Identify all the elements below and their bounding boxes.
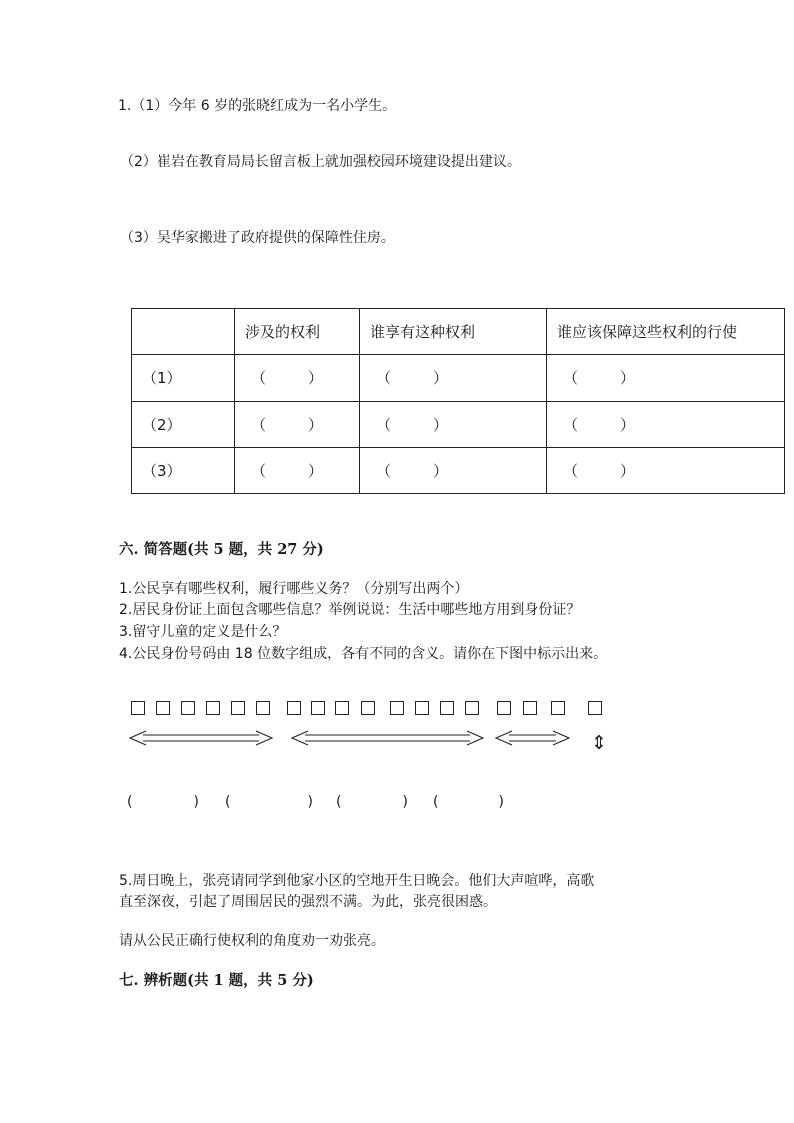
answer-blank[interactable]: （ ） [235,401,360,447]
row-label: （1） [132,355,235,401]
table-header-cell: 谁享有这种权利 [360,309,547,355]
section-6-title: 六. 简答题(共 5 题，共 27 分) [119,541,324,558]
group-arrows [0,725,794,753]
digit-box[interactable] [181,701,195,715]
digit-box[interactable] [551,701,565,715]
digit-box[interactable] [440,701,454,715]
digit-box[interactable] [335,701,349,715]
q1-item-3: （3）吴华家搬进了政府提供的保障性住房。 [120,230,395,246]
digit-box[interactable] [415,701,429,715]
answer-blank[interactable]: （ ） [547,355,785,401]
s6-question-3: 3.留守儿童的定义是什么？ [119,624,287,640]
answer-blank[interactable]: （ ） [360,447,547,493]
answer-blank[interactable]: （ ） [547,447,785,493]
row-label: （3） [132,447,235,493]
table-header-cell: 涉及的权利 [235,309,360,355]
digit-box[interactable] [311,701,325,715]
label-blank[interactable]: ( ) [336,794,408,810]
label-blank[interactable]: ( ) [433,794,504,810]
s6-question-2: 2.居民身份证上面包含哪些信息？举例说说：生活中哪些地方用到身份证？ [119,602,581,618]
answer-blank[interactable]: （ ） [547,401,785,447]
digit-box[interactable] [465,701,479,715]
rights-table [131,308,785,494]
digit-box[interactable] [287,701,301,715]
table-row [132,355,785,401]
digit-box[interactable] [390,701,404,715]
section-7-title: 七. 辨析题(共 1 题，共 5 分) [119,972,314,989]
table-header-cell [132,309,235,355]
digit-box[interactable] [361,701,375,715]
table-row [132,401,785,447]
answer-blank[interactable]: （ ） [360,401,547,447]
s6-question-4: 4.公民身份号码由 18 位数字组成，各有不同的含义。请你在下图中标示出来。 [119,646,608,662]
table-header-row [132,309,785,355]
label-blank[interactable]: ( ) [225,794,313,810]
answer-blank[interactable]: （ ） [360,355,547,401]
digit-box[interactable] [497,701,511,715]
row-label: （2） [132,401,235,447]
q1-item-2: （2）崔岩在教育局局长留言板上就加强校园环境建设提出建议。 [120,154,521,170]
answer-blank[interactable]: （ ） [235,355,360,401]
double-arrow-icon [130,731,272,745]
vertical-double-arrow-icon: ⇕ [591,732,607,753]
digit-box[interactable] [588,701,602,715]
digit-box[interactable] [256,701,270,715]
table-header-cell: 谁应该保障这些权利的行使 [547,309,785,355]
digit-box[interactable] [206,701,220,715]
double-arrow-icon [292,731,483,745]
s6-question-5-line-1: 5.周日晚上，张亮请同学到他家小区的空地开生日晚会。他们大声喧哗，高歌 [119,873,595,889]
s6-question-5-line-2: 直至深夜，引起了周围居民的强烈不满。为此，张亮很困惑。 [119,894,497,910]
table-row [132,447,785,493]
digit-box[interactable] [131,701,145,715]
digit-box[interactable] [156,701,170,715]
answer-blank[interactable]: （ ） [235,447,360,493]
s6-question-5-prompt: 请从公民正确行使权利的角度劝一劝张亮。 [119,933,385,949]
q1-item-1: 1.（1）今年 6 岁的张晓红成为一名小学生。 [118,98,397,114]
digit-box[interactable] [523,701,537,715]
double-arrow-icon [496,731,569,745]
s6-question-1: 1.公民享有哪些权利，履行哪些义务？（分别写出两个） [119,581,469,597]
label-blank[interactable]: ( ) [127,794,199,810]
digit-box[interactable] [231,701,245,715]
